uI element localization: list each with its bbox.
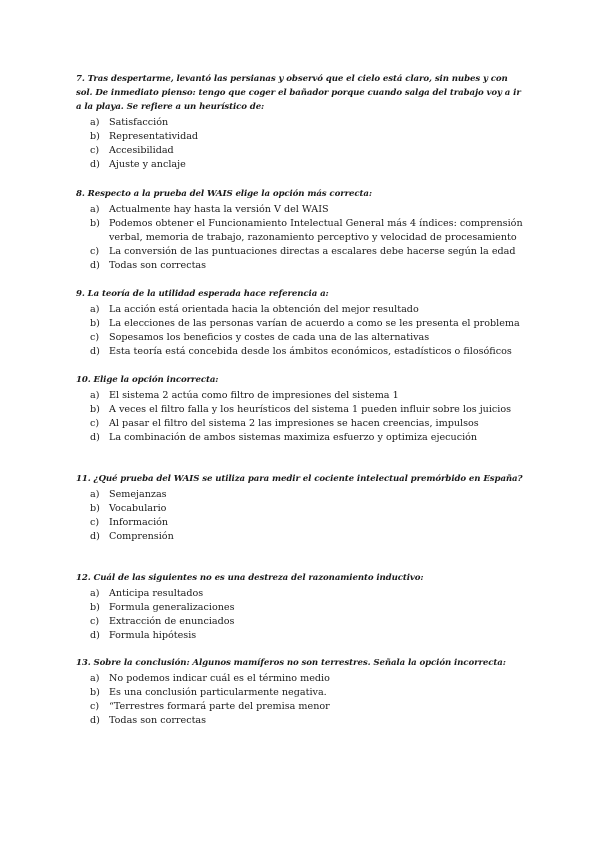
question-text: 11. ¿Qué prueba del WAIS se utiliza para medir el cociente intelectual premórbido en España? <box>76 474 523 484</box>
options-list <box>76 672 526 728</box>
option-b <box>76 601 526 615</box>
option-letter: b ) <box>90 317 100 331</box>
option-c <box>76 615 526 629</box>
option-a <box>76 303 526 317</box>
option-letter: b ) <box>90 601 100 615</box>
option-c <box>76 331 526 345</box>
question-8 <box>76 187 526 273</box>
option-text: Anticipa resultados <box>109 588 204 599</box>
option-a <box>76 672 526 686</box>
option-letter: d ) <box>90 530 100 544</box>
option-letter: a ) <box>90 587 99 601</box>
option-text: A veces el filtro falla y los heurísticos del sistema 1 pueden influir sobre los juicios <box>109 404 512 415</box>
option-b <box>76 317 526 331</box>
question-text: 13. Sobre la conclusión: Algunos mamíferos no son terrestres. Señala la opción incorrecta: <box>76 658 506 668</box>
option-letter: a ) <box>90 389 99 403</box>
option-d <box>76 431 526 445</box>
option-a <box>76 116 526 130</box>
option-letter: b ) <box>90 403 100 417</box>
option-letter: a ) <box>90 488 99 502</box>
options-list <box>76 203 526 273</box>
option-letter: c ) <box>90 615 99 629</box>
option-b <box>76 502 526 516</box>
option-c <box>76 417 526 431</box>
option-letter: b ) <box>90 130 100 144</box>
option-a <box>76 587 526 601</box>
options-list <box>76 116 526 172</box>
option-letter: c ) <box>90 331 99 345</box>
option-c <box>76 516 526 530</box>
option-letter: d ) <box>90 259 100 273</box>
option-text: Extracción de enunciados <box>109 616 235 627</box>
option-text: Actualmente hay hasta la versión V del WAIS <box>109 204 329 215</box>
option-text: Sopesamos los beneficios y costes de cada una de las alternativas <box>109 332 430 343</box>
option-b <box>76 403 526 417</box>
option-letter: a ) <box>90 203 99 217</box>
option-letter: d ) <box>90 345 100 359</box>
option-text: Comprensión <box>109 531 174 542</box>
option-text: Información <box>109 517 169 528</box>
question-text: 10. Elige la opción incorrecta: <box>76 375 219 385</box>
option-letter: b ) <box>90 502 100 516</box>
option-d <box>76 530 526 544</box>
option-text: “Terrestres formará parte del premisa menor <box>109 701 330 712</box>
option-letter: d ) <box>90 431 100 445</box>
question-7 <box>76 72 526 172</box>
option-letter: b ) <box>90 217 100 231</box>
question-text: 12. Cuál de las siguientes no es una destreza del razonamiento inductivo: <box>76 573 424 583</box>
option-c <box>76 245 526 259</box>
option-d <box>76 714 526 728</box>
question-9 <box>76 287 526 359</box>
option-a <box>76 389 526 403</box>
option-text: Al pasar el filtro del sistema 2 las impresiones se hacen creencias, impulsos <box>109 418 479 429</box>
option-text: Formula hipótesis <box>109 630 197 641</box>
options-list <box>76 303 526 359</box>
option-d <box>76 259 526 273</box>
option-letter: c ) <box>90 417 99 431</box>
option-text: Semejanzas <box>109 489 167 500</box>
option-text: Formula generalizaciones <box>109 602 235 613</box>
option-letter: c ) <box>90 516 99 530</box>
option-text: El sistema 2 actúa como filtro de impresiones del sistema 1 <box>109 390 399 401</box>
option-c <box>76 700 526 714</box>
question-11 <box>76 472 526 544</box>
options-list <box>76 587 526 643</box>
question-10 <box>76 373 526 445</box>
option-text: Podemos obtener el Funcionamiento Intelectual General más 4 índices: comprensión verbal, memoria de trabajo, razonamiento perceptivo y velocidad de procesamiento <box>109 218 523 243</box>
option-a <box>76 488 526 502</box>
option-text: Accesibilidad <box>109 145 174 156</box>
option-text: Representatividad <box>109 131 199 142</box>
option-letter: a ) <box>90 672 99 686</box>
option-text: Es una conclusión particularmente negativa. <box>109 687 327 698</box>
option-b <box>76 217 526 245</box>
option-text: Ajuste y anclaje <box>109 159 186 170</box>
options-list <box>76 389 526 445</box>
options-list <box>76 488 526 544</box>
question-12 <box>76 571 526 643</box>
option-letter: a ) <box>90 116 99 130</box>
option-c <box>76 144 526 158</box>
option-text: Esta teoría está concebida desde los ámbitos económicos, estadísticos o filosóficos <box>109 346 512 357</box>
option-letter: d ) <box>90 629 100 643</box>
option-letter: c ) <box>90 700 99 714</box>
option-d <box>76 629 526 643</box>
option-text: La elecciones de las personas varían de acuerdo a como se les presenta el problema <box>109 318 520 329</box>
question-text: 7. Tras despertarme, levantó las persianas y observó que el cielo está claro, sin nubes y con sol. De inmediato pienso: tengo que coger el bañador porque cuando salga del trabajo voy a ir a la playa. Se refiere a un heurístico de: <box>76 74 521 112</box>
option-text: Vocabulario <box>109 503 167 514</box>
option-letter: c ) <box>90 144 99 158</box>
option-letter: c ) <box>90 245 99 259</box>
question-text: 9. La teoría de la utilidad esperada hace referencia a: <box>76 289 329 299</box>
option-letter: b ) <box>90 686 100 700</box>
option-text: La conversión de las puntuaciones directas a escalares debe hacerse según la edad <box>109 246 516 257</box>
option-text: La acción está orientada hacia la obtención del mejor resultado <box>109 304 419 315</box>
option-d <box>76 345 526 359</box>
option-letter: d ) <box>90 714 100 728</box>
option-text: La combinación de ambos sistemas maximiza esfuerzo y optimiza ejecución <box>109 432 478 443</box>
option-d <box>76 158 526 172</box>
option-b <box>76 686 526 700</box>
option-text: Satisfacción <box>109 117 169 128</box>
question-13 <box>76 656 526 728</box>
option-text: Todas son correctas <box>109 715 207 726</box>
option-text: Todas son correctas <box>109 260 207 271</box>
option-a <box>76 203 526 217</box>
option-letter: d ) <box>90 158 100 172</box>
option-text: No podemos indicar cuál es el término medio <box>109 673 330 684</box>
option-letter: a ) <box>90 303 99 317</box>
option-b <box>76 130 526 144</box>
question-text: 8. Respecto a la prueba del WAIS elige la opción más correcta: <box>76 189 372 199</box>
